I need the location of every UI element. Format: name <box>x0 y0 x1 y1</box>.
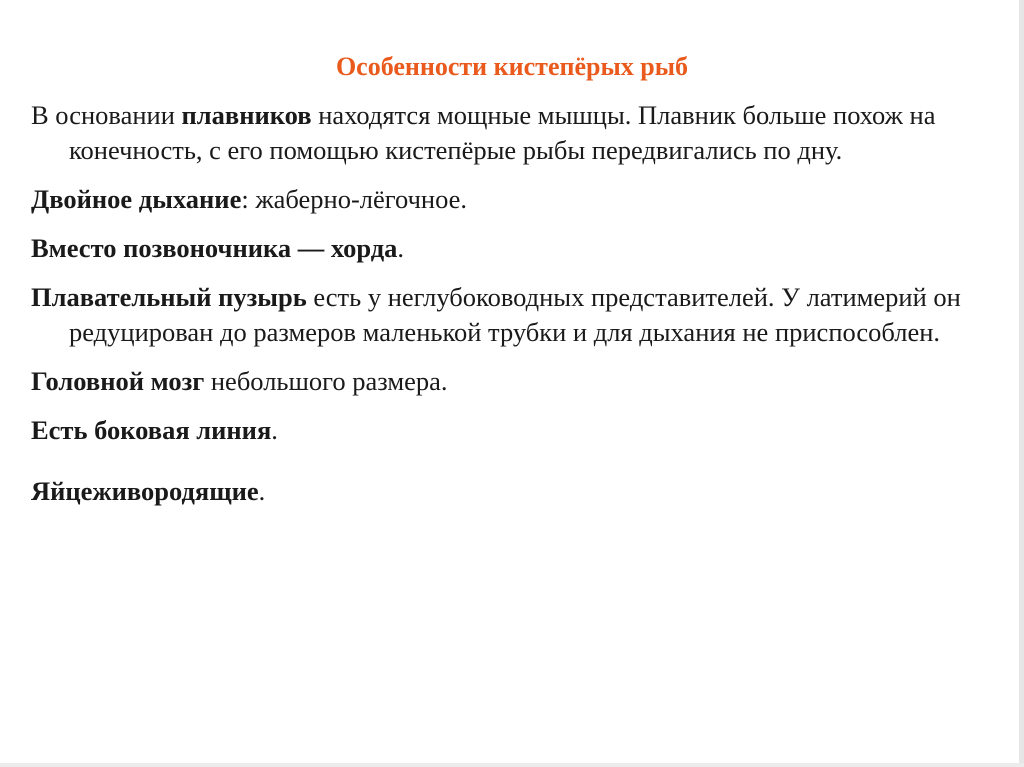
item-keyword: Вместо позвоночника — хорда <box>31 233 398 263</box>
item-text: В основании <box>31 100 182 130</box>
item-text: : жаберно-лёгочное. <box>241 184 468 214</box>
slide-content <box>31 98 1006 523</box>
list-item-breathing <box>31 182 1006 217</box>
item-keyword: Плавательный пузырь <box>31 282 307 312</box>
item-keyword: Головной мозг <box>31 366 205 396</box>
item-text: небольшого размера. <box>204 366 448 396</box>
item-text: . <box>258 476 266 506</box>
item-keyword: Яйцеживородящие <box>31 476 259 506</box>
list-item-brain <box>31 364 1006 399</box>
list-item-ovoviviparous <box>31 474 1006 509</box>
item-keyword: Есть боковая линия <box>31 415 272 445</box>
slide-edge-shadow <box>1019 0 1024 767</box>
list-item-chord <box>31 231 1006 266</box>
list-item-lateral-line <box>31 413 1006 448</box>
item-keyword: плавников <box>181 100 312 130</box>
item-text: есть у неглубоководных представителей. У латимерий он редуцирован до размеров маленькой трубки и для дыхания не приспособлен. <box>69 282 961 347</box>
item-text: находятся мощные мышцы. Плавник больше похож на конечность, с его помощью кистепёрые рыбы передвигались по дну. <box>69 100 936 165</box>
item-text: . <box>271 415 278 445</box>
item-text: . <box>397 233 405 263</box>
item-keyword: Двойное дыхание <box>31 184 242 214</box>
slide-bottom-edge <box>0 763 1024 767</box>
list-item-swim-bladder <box>31 280 1006 350</box>
slide-title: Особенности кистепёрых рыб <box>335 52 689 81</box>
list-item-fins <box>31 98 1006 168</box>
